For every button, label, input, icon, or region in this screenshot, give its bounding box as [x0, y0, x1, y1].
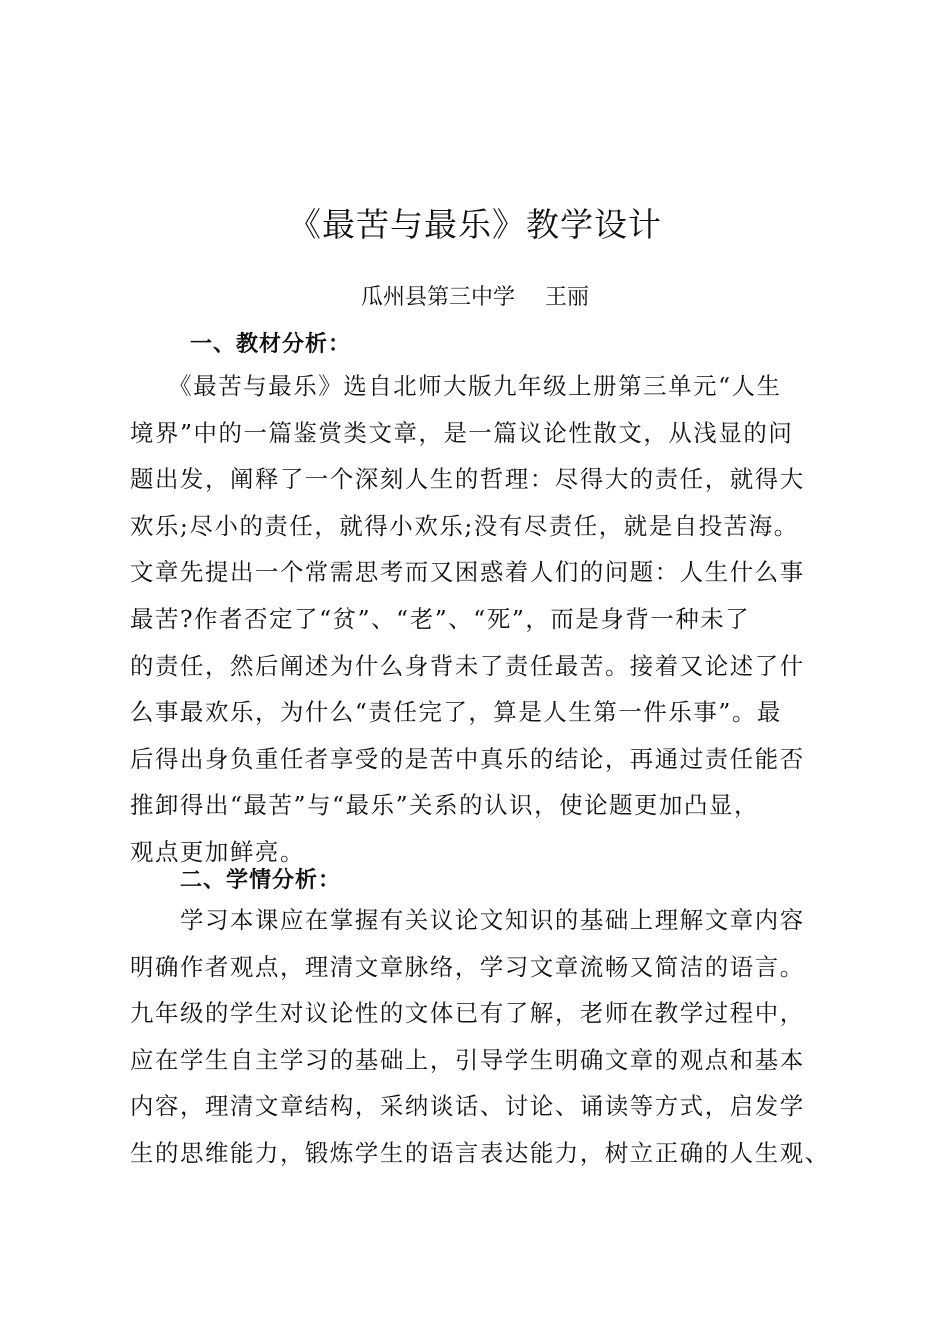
author-school: 瓜州县第三中学: [360, 285, 515, 310]
text-line: 应在学生自主学习的基础上，引导学生明确文章的观点和基本: [130, 1045, 805, 1074]
author-line: [0, 282, 950, 314]
text-line: 《最苦与最乐》选自北师大版九年级上册第三单元“人生: [130, 372, 782, 400]
text-line: 生的思维能力，锻炼学生的语言表达能力，树立正确的人生观、: [130, 1138, 830, 1167]
section-body-student-analysis: [130, 897, 850, 1177]
section-heading-textbook-analysis: 一、教材分析：: [190, 331, 352, 357]
author-name: 王丽: [545, 285, 590, 310]
document-title: 《最苦与最乐》教学设计: [288, 205, 662, 244]
section-body-textbook-analysis: [130, 363, 850, 876]
text-line: 么事最欢乐，为什么“责任完了，算是人生第一件乐事”。最: [130, 698, 782, 727]
text-line: 欢乐;尽小的责任，就得小欢乐;没有尽责任，就是自投苦海。: [130, 511, 799, 540]
text-line: 观点更加鲜亮。: [130, 837, 305, 866]
text-line: 境界”中的一篇鉴赏类文章，是一篇议论性散文，从浅显的问: [130, 418, 794, 447]
text-line: 明确作者观点，理清文章脉络，学习文章流畅又简洁的语言。: [130, 952, 805, 981]
section-heading-student-analysis: 二、学情分析：: [180, 867, 342, 893]
text-line: 后得出身负重任者享受的是苦中真乐的结论，再通过责任能否: [130, 744, 805, 773]
text-line: 题出发，阐释了一个深刻人生的哲理：尽得大的责任，就得大: [130, 465, 805, 494]
text-line: 最苦?作者否定了“贫”、“老”、“死”，而是身背一种未了: [130, 604, 751, 633]
text-line: 学习本课应在掌握有关议论文知识的基础上理解文章内容: [130, 906, 805, 934]
text-line: 的责任，然后阐述为什么身背未了责任最苦。接着又论述了什: [130, 651, 805, 680]
text-line: 文章先提出一个常需思考而又困惑着人们的问题：人生什么事: [130, 558, 805, 587]
text-line: 九年级的学生对议论性的文体已有了解，老师在教学过程中，: [130, 999, 805, 1028]
text-line: 内容，理清文章结构，采纳谈话、讨论、诵读等方式，启发学: [130, 1092, 805, 1121]
text-line: 推卸得出“最苦”与“最乐”关系的认识，使论题更加凸显，: [130, 791, 760, 820]
